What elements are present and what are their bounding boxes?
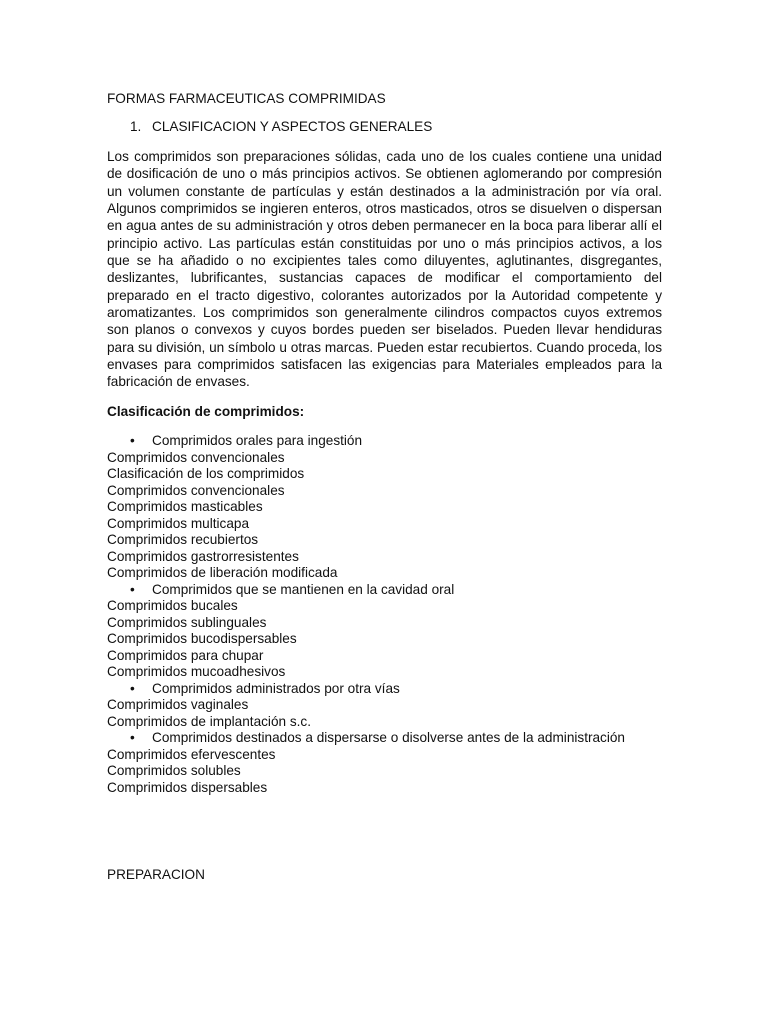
list-item-text: Comprimidos bucodispersables [107,631,297,646]
list-item-text: Comprimidos administrados por otra vías [152,680,400,696]
section-number: 1. [130,119,142,134]
list-item-text: Comprimidos vaginales [107,697,249,712]
list-item-text: Comprimidos mucoadhesivos [107,664,286,679]
list-item [107,483,662,500]
list-item-text: Comprimidos recubiertos [107,532,259,547]
list-item-text: Comprimidos de implantación s.c. [107,713,311,729]
list-item-text: Comprimidos orales para ingestión [152,433,363,448]
list-item [107,532,662,549]
document-title: FORMAS FARMACEUTICAS COMPRIMIDAS [107,91,386,106]
list-item-text: Comprimidos convencionales [107,482,285,498]
bullet-list-item [107,681,662,698]
list-item-text: Comprimidos para chupar [107,647,264,663]
bullet-icon: • [130,581,135,597]
list-item [107,631,662,648]
list-item-text: Clasificación de los comprimidos [107,466,305,481]
list-item-text: Comprimidos destinados a dispersarse o disolverse antes de la administración [152,730,625,745]
bullet-icon: • [130,680,135,696]
list-item [107,615,662,632]
list-item [107,714,662,731]
classification-heading: Clasificación de comprimidos: [107,404,305,419]
bullet-list-item [107,433,662,450]
list-item [107,747,662,764]
list-item [107,763,662,780]
list-item-text: Comprimidos de liberación modificada [107,565,338,580]
intro-paragraph: Los comprimidos son preparaciones sólidas, cada uno de los cuales contiene una unidad de dosificación de uno o más principios activos. Se obtienen aglomerando por compresión un volumen constante de partículas y están destinados a la administración por vía oral. Algunos comprimidos se ingieren enteros, otros masticados, otros se disuelven o dispersan en agua antes de su administración y otros deben permanecer en la boca para liberar allí el principio activo. Las partículas están constituidas por uno o más principios activos, a los que se ha añadido o no excipientes tales como diluyentes, aglutinantes, disgregantes, deslizantes, lubrificantes, sustancias capaces de modificar el comportamiento del preparado en el tracto digestivo, colorantes autorizados por la Autoridad competente y aromatizantes. Los comprimidos son generalmente cilindros compactos cuyos extremos son planos o convexos y cuyos bordes pueden ser biselados. Pueden llevar hendiduras para su división, un símbolo u otras marcas. Pueden estar recubiertos. Cuando proceda, los envases para comprimidos satisfacen las exigencias para Materiales empleados para la fabricación de envases. [107,149,662,390]
list-item [107,499,662,516]
bullet-list-item [107,730,662,747]
section-heading [130,119,432,134]
list-item-text: Comprimidos multicapa [107,515,250,531]
bullet-list-item [107,582,662,599]
list-item [107,549,662,566]
list-item [107,450,662,467]
list-item [107,780,662,797]
list-item-text: Comprimidos dispersables [107,779,268,795]
classification-list [107,433,662,796]
list-item-text: Comprimidos efervescentes [107,746,276,762]
list-item-text: Comprimidos solubles [107,763,241,778]
list-item-text: Comprimidos bucales [107,598,238,613]
list-item [107,648,662,665]
list-item-text: Comprimidos convencionales [107,449,285,465]
list-item [107,598,662,615]
next-section-heading: PREPARACION [107,867,205,882]
bullet-icon: • [130,433,135,448]
list-item [107,664,662,681]
list-item [107,466,662,483]
bullet-icon: • [130,730,135,745]
document-page [107,0,662,1024]
list-item-text: Comprimidos gastrorresistentes [107,548,299,564]
list-item [107,565,662,582]
list-item-text: Comprimidos que se mantienen en la cavidad oral [152,581,455,597]
list-item [107,516,662,533]
section-title: CLASIFICACION Y ASPECTOS GENERALES [152,119,433,134]
list-item [107,697,662,714]
list-item-text: Comprimidos masticables [107,499,263,514]
list-item-text: Comprimidos sublinguales [107,614,267,630]
